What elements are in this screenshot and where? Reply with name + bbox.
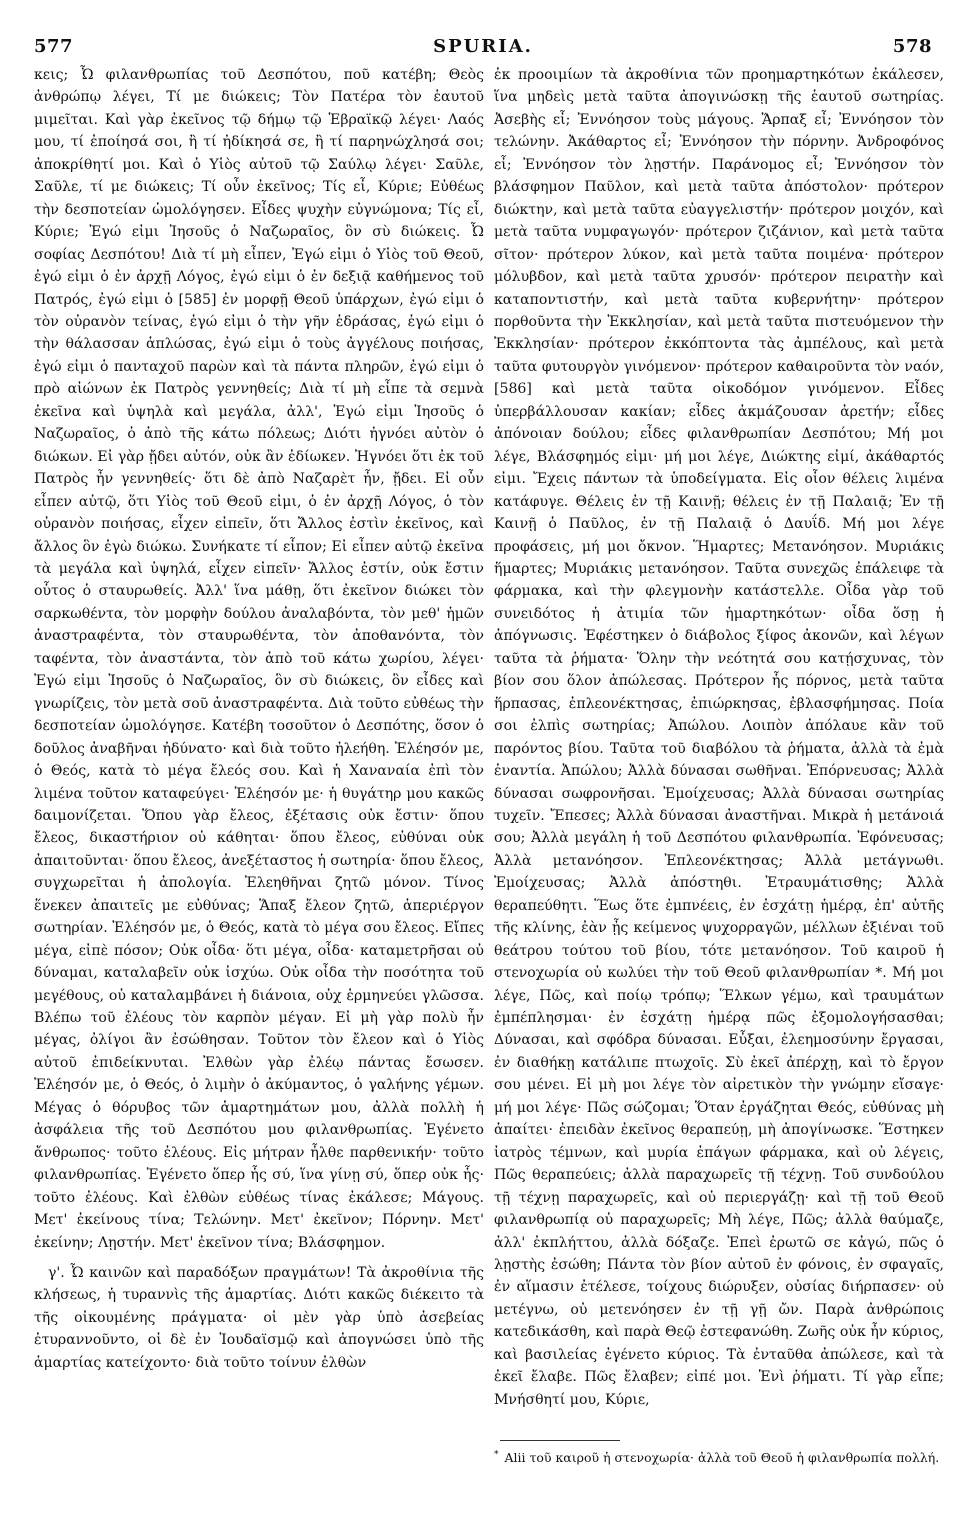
left-page-number: 577 [34, 35, 74, 57]
footnote-text: Alii τοῦ καιροῦ ἡ στενοχωρία· ἀλλὰ τοῦ Θεοῦ ἡ φιλανθρωπία πολλή. [504, 1450, 940, 1466]
left-column [34, 64, 484, 1524]
left-paragraph-1: κεις; Ὦ φιλανθρωπίας τοῦ Δεσπότου, ποῦ κατέβη; Θεὸς ἀνθρώπῳ λέγει, Τί με διώκεις; Τὸν Πατέρα τὸν ἑαυτοῦ μιμεῖται. Καὶ γὰρ ἐκεῖνος τῷ δήμῳ τῷ Ἑβραϊκῷ λέγει· Λαός μου, τί ἐποίησά σοι, ἢ τί ἠδίκησά σε, ἢ τί παρηνώχλησά σοι; ἀποκρίθητί μοι. Καὶ ὁ Υἱὸς αὐτοῦ τῷ Σαύλῳ λέγει· Σαῦλε, Σαῦλε, τί με διώκεις; Τί οὖν ἐκεῖνος; Τίς εἶ, Κύριε; Εὐθέως τὴν δεσποτείαν ὡμολόγησεν. Εἶδες ψυχὴν εὐγνώμονα; Τίς εἶ, Κύριε; Ἐγώ εἰμι Ἰησοῦς ὁ Ναζωραῖος, ὃν σὺ διώκεις. Ὦ σοφίας Δεσπότου! Διὰ τί μὴ εἶπεν, Ἐγώ εἰμι ὁ Υἱὸς τοῦ Θεοῦ, ἐγώ εἰμι ὁ ἐν ἀρχῇ Λόγος, ἐγώ εἰμι ὁ ἐν δεξιᾷ καθήμενος τοῦ Πατρός, ἐγώ εἰμι ὁ [585] ἐν μορφῇ Θεοῦ ὑπάρχων, ἐγώ εἰμι ὁ τὸν οὐρανὸν τείνας, ἐγώ εἰμι ὁ τὴν γῆν ἑδράσας, ἐγώ εἰμι ὁ τὴν θάλασσαν ἁπλώσας, ἐγώ εἰμι ὁ τοὺς ἀγγέλους ποιήσας, ἐγώ εἰμι ὁ πανταχοῦ παρὼν καὶ τὰ πάντα πληρῶν, ἐγώ εἰμι ὁ πρὸ αἰώνων ἐκ Πατρὸς γεννηθείς; Διὰ τί μὴ εἶπε τὰ σεμνὰ ἐκεῖνα καὶ ὑψηλὰ καὶ μεγάλα, ἀλλ', Ἐγώ εἰμι Ἰησοῦς ὁ Ναζωραῖος, ὁ ἀπὸ τῆς κάτω πόλεως; Διότι ἠγνόει αὐτὸν ὁ διώκων. Εἰ γὰρ ᾔδει αὐτόν, οὐκ ἂν ἐδίωκεν. Ἠγνόει ὅτι ἐκ τοῦ Πατρὸς ἦν γεννηθείς· ὅτι δὲ ἀπὸ Ναζαρὲτ ἦν, ᾔδει. Εἰ οὖν εἶπεν αὐτῷ, ὅτι Υἱὸς τοῦ Θεοῦ εἰμι, ὁ ἐν ἀρχῇ Λόγος, ὁ τὸν οὐρανὸν ποιήσας, εἶχεν εἰπεῖν, ὅτι Ἄλλος ἐστὶν ἐκεῖνος, καὶ ἄλλος ὃν ἐγὼ διώκω. Συνήκατε τί εἶπον; Εἰ εἶπεν αὐτῷ ἐκεῖνα τὰ μεγάλα καὶ ὑψηλά, εἶχεν εἰπεῖν· Ἄλλος ἐστίν, οὐκ ἔστιν οὗτος ὁ σταυρωθείς. Ἀλλ' ἵνα μάθῃ, ὅτι ἐκεῖνον διώκει τὸν σαρκωθέντα, τὸν μορφὴν δούλου ἀναλαβόντα, τὸν μεθ' ἡμῶν ἀναστραφέντα, τὸν σταυρωθέντα, τὸν ἀποθανόντα, τὸν ταφέντα, τὸν ἀναστάντα, τὸν ἀπὸ τοῦ κάτω χωρίου, λέγει· Ἐγώ εἰμι Ἰησοῦς ὁ Ναζωραῖος, ὃν σὺ διώκεις, ὃν εἶδες καὶ γνωρίζεις, τὸν μετὰ σοῦ ἀναστραφέντα. Διὰ τοῦτο εὐθέως τὴν δεσποτείαν ὡμολόγησε. Κατέβη τοσοῦτον ὁ Δεσπότης, ὅσον ὁ δοῦλος ἀναβῆναι ἠδύνατο· καὶ διὰ τοῦτο ἠλεήθη. Ἐλέησόν με, ὁ Θεός, κατὰ τὸ μέγα ἔλεός σου. Καὶ ἡ Χαναναία ἐπὶ τὸν λιμένα τοῦτον καταφεύγει· Ἐλέησόν με· ἡ θυγάτηρ μου κακῶς δαιμονίζεται. Ὅπου γὰρ ἔλεος, ἐξέτασις οὐκ ἔστιν· ὅπου ἔλεος, δικαστήριον οὐ κάθηται· ὅπου ἔλεος, εὐθύναι οὐκ ἀπαιτοῦνται· ὅπου ἔλεος, ἀνεξέταστος ἡ σωτηρία· ὅπου ἔλεος, συγχωρεῖται ἡ ἀπολογία. Ἐλεηθῆναι ζητῶ μόνον. Τίνος ἕνεκεν ἀπαιτεῖς με εὐθύνας; Ἅπαξ ἔλεον ζητῶ, ἀπεριέργον σωτηρίαν. Ἐλέησόν με, ὁ Θεός, κατὰ τὸ μέγα σου ἔλεος. Εἴπες μέγα, εἰπὲ πόσον; Οὐκ οἶδα· ὅτι μέγα, οἶδα· καταμετρῆσαι οὐ δύναμαι, καταλαβεῖν οὐκ ἰσχύω. Οὐκ οἶδα τὴν ποσότητα τοῦ μεγέθους, οὐ καταλαμβάνει ἡ διάνοια, οὐχ ἑρμηνεύει γλῶσσα. Βλέπω τοῦ ἐλέους τὸν καρπὸν μέγαν. Εἰ μὴ γὰρ πολὺ ἦν μέγας, ὀλίγοι ἂν ἐσώθησαν. Τοῦτον τὸν ἔλεον καὶ ὁ Υἱὸς αὐτοῦ ἐπιδείκνυται. Ἐλθὼν γὰρ ἐλέῳ πάντας ἔσωσεν. Ἐλέησόν με, ὁ Θεός, ὁ λιμὴν ὁ ἀκύμαντος, ὁ γαλήνης γέμων. Μέγας ὁ θόρυβος τῶν ἁμαρτημάτων μου, ἀλλὰ πολλὴ ἡ ἀσφάλεια τῆς τοῦ Δεσπότου μου φιλανθρωπίας. Ἐγένετο ἄνθρωπος· τοῦτο ἐλέους. Εἰς μήτραν ἦλθε παρθενικήν· τοῦτο φιλανθρωπίας. Ἐγένετο ὅπερ ἧς σύ, ἵνα γίνῃ σύ, ὅπερ οὐκ ἧς· τοῦτο ἐλέους. Καὶ ἐλθὼν εὐθέως τίνας ἐκάλεσε; Μάγους. Μετ' ἐκείνους τίνα; Τελώνην. Μετ' ἐκεῖνον; Πόρνην. Μετ' ἐκείνην; Λῃστήν. Μετ' ἐκεῖνον τίνα; Βλάσφημον. [34, 67, 484, 1251]
right-paragraph-1: ἐκ προοιμίων τὰ ἀκροθίνια τῶν προημαρτηκότων ἐκάλεσεν, ἵνα μηδεὶς μετὰ ταῦτα ἀπογινώσκῃ τῆς ἑαυτοῦ σωτηρίας. Ἀσεβὴς εἶ; Ἐννόησον τοὺς μάγους. Ἅρπαξ εἶ; Ἐννόησον τὸν τελώνην. Ἀκάθαρτος εἶ; Ἐννόησον τὴν πόρνην. Ἀνδροφόνος εἶ; Ἐννόησον τὸν λῃστήν. Παράνομος εἶ; Ἐννόησον τὸν βλάσφημον Παῦλον, καὶ μετὰ ταῦτα ἀπόστολον· πρότερον διώκτην, καὶ μετὰ ταῦτα εὐαγγελιστήν· πρότερον μοιχόν, καὶ μετὰ ταῦτα νυμφαγωγόν· πρότερον ζιζάνιον, καὶ μετὰ ταῦτα σῖτον· πρότερον λύκον, καὶ μετὰ ταῦτα ποιμένα· πρότερον μόλυβδον, καὶ μετὰ ταῦτα χρυσόν· πρότερον πειρατὴν καὶ καταποντιστήν, καὶ μετὰ ταῦτα κυβερνήτην· πρότερον πορθοῦντα τὴν Ἐκκλησίαν, καὶ μετὰ ταῦτα πιστευόμενον τὴν Ἐκκλησίαν· πρότερον ἐκκόπτοντα τὰς ἀμπέλους, καὶ μετὰ ταῦτα φυτουργὸν γινόμενον· πρότερον καθαιροῦντα τὸν ναόν, [586] καὶ μετὰ ταῦτα οἰκοδόμον γινόμενον. Εἶδες ὑπερβάλλουσαν κακίαν; εἶδες ἀκμάζουσαν ἀρετήν; εἶδες ἀπόνοιαν δούλου; εἶδες φιλανθρωπίαν Δεσπότου; Μή μοι λέγε, Βλάσφημός εἰμι· μή μοι λέγε, Διώκτης εἰμί, ἀκάθαρτός εἰμι. Ἔχεις πάντων τὰ ὑποδείγματα. Εἰς οἷον θέλεις λιμένα κατάφυγε. Θέλεις ἐν τῇ Καινῇ; θέλεις ἐν τῇ Παλαιᾷ; Ἐν τῇ Καινῇ ὁ Παῦλος, ἐν τῇ Παλαιᾷ ὁ Δαυΐδ. Μή μοι λέγε προφάσεις, μή μοι ὄκνον. Ἥμαρτες; Μετανόησον. Μυριάκις ἥμαρτες; Μυριάκις μετανόησον. Ταῦτα συνεχῶς ἐπάλειφε τὰ φάρμακα, καὶ τὴν φλεγμονὴν κατάστελλε. Οἶδα γὰρ τοῦ συνειδότος ἡ ἀτιμία τῶν ἡμαρτηκότων· οἶδα ὅσῃ ἡ ἀπόγνωσις. Ἐφέστηκεν ὁ διάβολος ξίφος ἀκονῶν, καὶ λέγων ταῦτα τὰ ῥήματα· Ὅλην τὴν νεότητά σου κατῄσχυνας, τὸν βίον σου ὅλον ἀπώλεσας. Πρότερον ἧς πόρνος, μετὰ ταῦτα ἥρπασας, ἐπλεονέκτησας, ἐπιώρκησας, ἐβλασφήμησας. Ποία σοι ἐλπὶς σωτηρίας; Ἀπώλου. Λοιπὸν ἀπόλαυε κἂν τοῦ παρόντος βίου. Ταῦτα τοῦ διαβόλου τὰ ῥήματα, ἀλλὰ τὰ ἐμὰ ἐναντία. Ἀπώλου; Ἀλλὰ δύνασαι σωθῆναι. Ἐπόρνευσας; Ἀλλὰ δύνασαι σωφρονῆσαι. Ἐμοίχευσας; Ἀλλὰ δύνασαι σωτηρίας τυχεῖν. Ἔπεσες; Ἀλλὰ δύνασαι ἀναστῆναι. Μικρὰ ἡ μετάνοιά σου; Ἀλλὰ μεγάλη ἡ τοῦ Δεσπότου φιλανθρωπία. Ἐφόνευσας; Ἀλλὰ μετανόησον. Ἐπλεονέκτησας; Ἀλλὰ μετάγνωθι. Ἐμοίχευσας; Ἀλλὰ ἀπόστηθι. Ἐτραυμάτισθης; Ἀλλὰ θεραπεύθητι. Ἕως ὅτε ἐμπνέεις, ἐν ἐσχάτῃ ἡμέρᾳ, ἐπ' αὐτῆς τῆς κλίνης, ἐὰν ᾖς κείμενος ψυχορραγῶν, μέλλων ἐξιέναι τοῦ θεάτρου τούτου τοῦ βίου, τότε μετανόησον. Τοῦ καιροῦ ἡ στενοχωρία οὐ κωλύει τὴν τοῦ Θεοῦ φιλανθρωπίαν *. Μή μοι λέγε, Πῶς, καὶ ποίῳ τρόπῳ; Ἕλκων γέμω, καὶ τραυμάτων ἐμπέπλησμαι· ἐν ἐσχάτῃ ἡμέρᾳ πῶς ἐξομολογήσασθαι; Δύνασαι, καὶ σφόδρα δύνασαι. Εὖξαι, ἐλεημοσύνην ἔργασαι, ἐν διαθήκῃ κατάλιπε πτωχοῖς. Σὺ ἐκεῖ ἀπέρχῃ, καὶ τὸ ἔργον σου μένει. Εἰ μὴ μοι λέγε τὸν αἰρετικὸν τὴν γνώμην εἴσαγε· μή μοι λέγε· Πῶς σώζομαι; Ὅταν ἐργάζηται Θεός, εὐθύνας μὴ ἀπαίτει· ἐπειδὰν ἐκεῖνος θεραπεύῃ, μὴ ἀπογίνωσκε. Ἕστηκεν ἰατρὸς τέμνων, καὶ μυρία ἐπάγων φάρμακα, καὶ οὐ λέγεις, Πῶς θεραπεύεις; ἀλλὰ παραχωρεῖς τῇ τέχνῃ. Τοῦ συνδούλου τῇ τέχνῃ παραχωρεῖς, καὶ οὐ περιεργάζῃ· καὶ τῇ τοῦ Θεοῦ φιλανθρωπίᾳ οὐ παραχωρεῖς; Μὴ λέγε, Πῶς; ἀλλὰ θαύμαζε, ἀλλ' ἐκπλήττου, ἀλλὰ δόξαζε. Ἐπεὶ ἐρωτῶ σε κἀγώ, πῶς ὁ λῃστὴς ἐσώθη; Πάντα τὸν βίον αὐτοῦ ἐν φόνοις, ἐν σφαγαῖς, ἐν αἵμασιν ἐτέλεσε, τοίχους διώρυξεν, οὐσίας διήρπασεν· οὐ μετέγνω, οὐ μετενόησεν ἐν τῇ γῇ ὤν. Παρὰ ἀνθρώποις κατεδικάσθη, καὶ παρὰ Θεῷ ἐστεφανώθη. Ζωῆς οὐκ ἦν κύριος, καὶ βασιλείας ἐγένετο κύριος. Τὰ ἐνταῦθα ἀπώλεσε, καὶ τὰ ἐκεῖ ἔλαβε. Πῶς ἔλαβεν; εἰπέ μοι. Ἑνὶ ῥήματι. Τί γὰρ εἶπε; Μνήσθητί μου, Κύριε, [494, 67, 944, 1408]
running-header [34, 32, 932, 60]
right-column [494, 64, 944, 1434]
footnote [494, 1446, 944, 1467]
left-paragraph-2: γ'. Ὦ καινῶν καὶ παραδόξων πραγμάτων! Τὰ ἀκροθίνια τῆς κλήσεως, ἡ τυραννὶς τῆς ἁμαρτίας. Διότι κακῶς διέκειτο τὰ τῆς οἰκουμένης πράγματα· οἱ μὲν γὰρ ὑπὸ ἀσεβείας ἐτυραννοῦντο, οἱ δὲ ἐν Ἰουδαϊσμῷ καὶ ἀπογνώσει ὑπὸ τῆς ἁμαρτίας κατείχοντο· διὰ τοῦτο τοίνυν ἐλθὼν [34, 1265, 484, 1371]
right-page-number: 578 [892, 35, 932, 57]
running-title: SPURIA. [433, 35, 533, 57]
footnote-divider [500, 1440, 620, 1441]
footnote-mark: * [494, 1450, 499, 1460]
